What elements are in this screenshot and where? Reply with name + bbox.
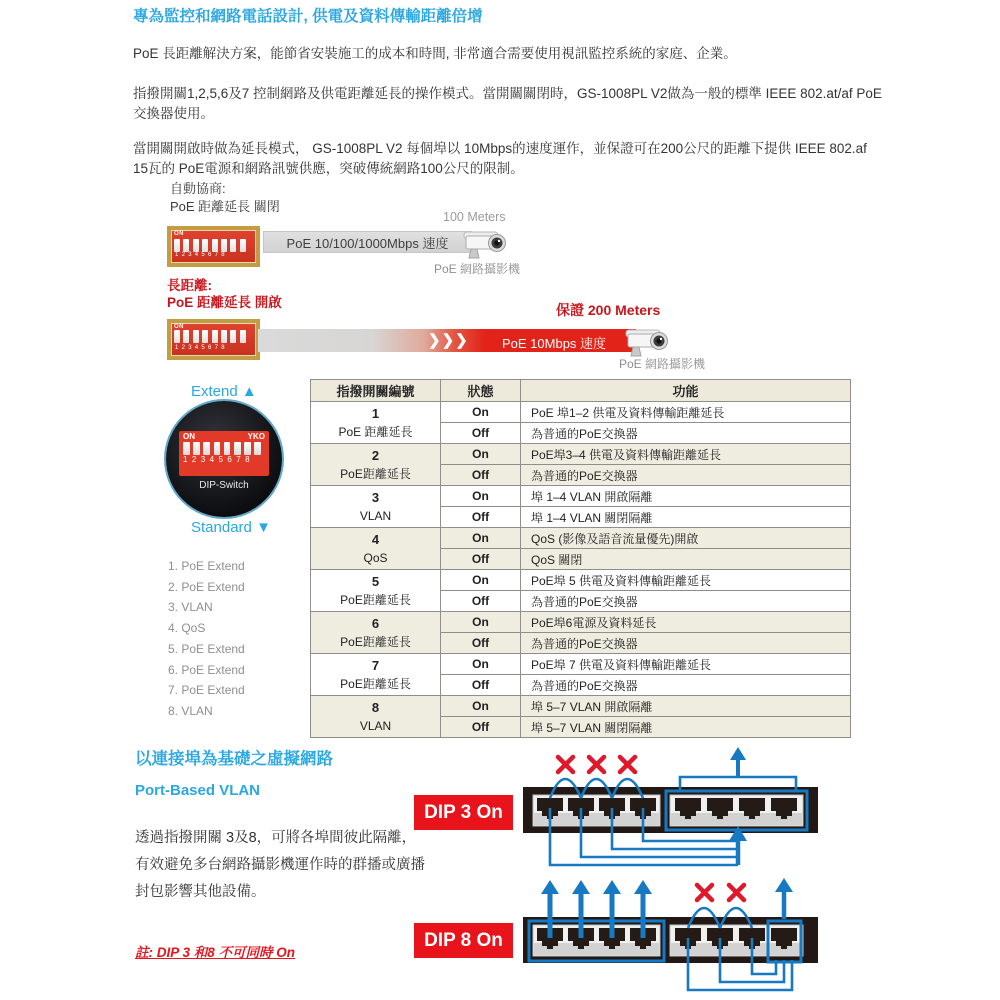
extend-label [191, 383, 257, 400]
dip-toggle [221, 330, 227, 343]
function-on: PoE埠 7 供電及資料傳輸距離延長 [521, 654, 851, 675]
state-on: On [441, 696, 521, 717]
state-on: On [441, 402, 521, 423]
switch-number: 4 [371, 531, 380, 547]
standard-label [191, 519, 271, 536]
page-title: 專為監控和網路電話設計, 供電及資料傳輸距離倍增 [133, 8, 483, 25]
dip-brand-marking: YKO [247, 432, 265, 441]
state-off: Off [441, 423, 521, 444]
switch-cell [311, 654, 441, 696]
switch-number: 1 [371, 405, 380, 421]
dip-toggle [214, 442, 221, 455]
switch-number: 3 [371, 489, 380, 505]
state-off: Off [441, 633, 521, 654]
function-on: PoE埠6電源及資料延長 [521, 612, 851, 633]
function-off: 埠 1–4 VLAN 關閉隔離 [521, 507, 851, 528]
col-header-function: 功能 [521, 380, 851, 402]
poe-extend-off-label: PoE 距離延長 關閉 [170, 199, 280, 214]
dip-toggle [221, 239, 227, 252]
dip-board [179, 431, 269, 476]
switch-cell [311, 696, 441, 738]
table-row [311, 570, 851, 591]
dip-numbers: 1 2 3 4 5 6 7 8 [183, 455, 251, 464]
speed-bar-text: PoE 10/100/1000Mbps 速度 [286, 235, 449, 251]
dip-switch-photo [166, 401, 282, 517]
dip-toggle [183, 330, 189, 343]
legend-item: 1. PoE Extend [168, 559, 245, 573]
table-row [311, 612, 851, 633]
legend-item: 3. VLAN [168, 600, 213, 615]
col-header-switch: 指撥開關編號 [311, 380, 441, 402]
state-off: Off [441, 591, 521, 612]
switch-number: 7 [371, 657, 380, 673]
dip-on-marking: ON [174, 324, 184, 330]
camera-caption: PoE 網路攝影機 [434, 262, 521, 276]
intro-paragraph-3: 當開關開啟時做為延長模式， GS-1008PL V2 每個埠以 10Mbps的速度運作，並保證可在200公尺的距離下提供 IEEE 802.af 15瓦的 PoE電源和網路訊號供應，突破傳統網路100公尺的限制。 [133, 141, 867, 176]
standard-text: Standard [191, 519, 252, 536]
legend-item: 6. PoE Extend [168, 662, 245, 677]
switch-cell [311, 612, 441, 654]
switch-cell [311, 402, 441, 444]
down-triangle-icon: ▼ [256, 519, 271, 536]
state-off: Off [441, 675, 521, 696]
dip-on-marking: ON [174, 231, 184, 237]
switch-number: 6 [371, 615, 380, 631]
intro-paragraph-2: 指撥開關1,2,5,6及7 控制網路及供電距離延長的操作模式。當開關關閉時，GS-1008PL V2做為一般的標準 IEEE 802.at/af PoE交換器使用。 [133, 86, 882, 121]
legend-item: 2. PoE Extend [168, 579, 245, 594]
state-on: On [441, 612, 521, 633]
switch-label: VLAN [359, 508, 392, 523]
blocked-x-icons [697, 885, 744, 900]
dip-toggle [254, 442, 261, 455]
dip-toggle [224, 442, 231, 455]
vlan-body-text: 透過指撥開關 3及8，可將各埠間彼此隔離，有效避免多台網路攝影機運作時的群播或廣播封包影響其他設備。 [135, 830, 425, 900]
dip-toggles [171, 330, 256, 345]
camera-caption: PoE 網路攝影機 [619, 357, 706, 371]
dip3-vlan-diagram [520, 744, 890, 879]
table-row [311, 486, 851, 507]
distance-label-100m: 100 Meters [443, 210, 506, 224]
switch-number: 5 [371, 573, 380, 589]
switch-label: PoE距離延長 [340, 634, 411, 649]
distance-label-200m: 保證 200 Meters [556, 302, 661, 318]
state-off: Off [441, 717, 521, 738]
dip-toggle [212, 330, 218, 343]
function-off: 為普通的PoE交換器 [521, 591, 851, 612]
intro-paragraph-1: PoE 長距離解決方案，能節省安裝施工的成本和時間, 非常適合需要使用視訊監控系統的家庭、企業。 [133, 46, 737, 61]
legend-item: 4. QoS [168, 621, 206, 636]
camera-icon [463, 226, 507, 262]
dip-toggle [193, 330, 199, 343]
dip-toggle [234, 442, 241, 455]
function-on: 埠 5–7 VLAN 開啟隔離 [521, 696, 851, 717]
speed-bar-standard [263, 231, 472, 253]
dip-toggle [244, 442, 251, 455]
legend-item: 7. PoE Extend [168, 683, 245, 698]
dip-toggle [193, 239, 199, 252]
speed-bar-extended [258, 329, 636, 352]
col-header-state: 狀態 [441, 380, 521, 402]
function-on: 埠 1–4 VLAN 開啟隔離 [521, 486, 851, 507]
table-row [311, 696, 851, 717]
vlan-heading-zh: 以連接埠為基礎之虛擬網路 [135, 750, 333, 768]
dip-switch-graphic-open [167, 319, 260, 360]
state-on: On [441, 444, 521, 465]
dip-toggle [240, 239, 246, 252]
dip-on-marking: ON [183, 432, 195, 441]
function-off: 為普通的PoE交換器 [521, 423, 851, 444]
dip8-on-badge: DIP 8 On [414, 923, 513, 958]
dip-toggle [183, 442, 190, 455]
switch-label: QoS [363, 550, 388, 565]
function-off: QoS 關閉 [521, 549, 851, 570]
dip-toggle [193, 442, 200, 455]
dip-numbers: 1 2 3 4 5 6 7 8 [175, 345, 226, 351]
vlan-note: 註: DIP 3 和8 不可同時 On [135, 945, 296, 960]
function-on: PoE埠 5 供電及資料傳輸距離延長 [521, 570, 851, 591]
uplink-arrow [775, 878, 793, 919]
dip-toggles [171, 237, 256, 252]
state-on: On [441, 570, 521, 591]
switch-cell [311, 486, 441, 528]
dip-toggle [202, 239, 208, 252]
dip-toggle [174, 239, 180, 252]
dip8-vlan-diagram [520, 876, 890, 998]
switch-label: PoE距離延長 [340, 466, 411, 481]
function-off: 為普通的PoE交換器 [521, 465, 851, 486]
switch-number: 2 [371, 447, 380, 463]
dip-numbers: 1 2 3 4 5 6 7 8 [175, 252, 226, 258]
dip-toggle [230, 239, 236, 252]
dip-toggle [240, 330, 246, 343]
long-distance-label: 長距離: [167, 278, 212, 293]
dip-toggle [230, 330, 236, 343]
speed-chevrons-icon: ❯❯❯ [428, 332, 469, 349]
dip-toggle [203, 442, 210, 455]
switch-cell [311, 444, 441, 486]
dip-toggles [183, 442, 265, 455]
switch-label: PoE 距離延長 [338, 424, 413, 439]
state-off: Off [441, 549, 521, 570]
switch-number: 8 [371, 699, 380, 715]
function-off: 為普通的PoE交換器 [521, 675, 851, 696]
switch-label: PoE距離延長 [340, 592, 411, 607]
table-row [311, 444, 851, 465]
function-off: 為普通的PoE交換器 [521, 633, 851, 654]
table-row [311, 528, 851, 549]
table-header-row [311, 380, 851, 402]
dip-function-table [310, 379, 851, 738]
dip3-on-badge: DIP 3 On [414, 795, 513, 830]
dip-legend [168, 556, 245, 722]
speed-bar-text: PoE 10Mbps 速度 [502, 336, 607, 351]
dip-toggle [212, 239, 218, 252]
dip-toggle [202, 330, 208, 343]
switch-cell [311, 570, 441, 612]
auto-negotiation-label: 自動協商: [170, 181, 226, 196]
function-on: PoE埠3–4 供電及資料傳輸距離延長 [521, 444, 851, 465]
state-on: On [441, 654, 521, 675]
table-row [311, 654, 851, 675]
function-off: 埠 5–7 VLAN 關閉隔離 [521, 717, 851, 738]
switch-label: PoE距離延長 [340, 676, 411, 691]
state-off: Off [441, 507, 521, 528]
function-on: PoE 埠1–2 供電及資料傳輸距離延長 [521, 402, 851, 423]
blocked-x-icons [558, 757, 635, 772]
state-off: Off [441, 465, 521, 486]
vlan-heading-en: Port-Based VLAN [135, 782, 261, 799]
dip-switch-caption: DIP-Switch [199, 480, 249, 491]
dip-toggle [183, 239, 189, 252]
poe-extend-on-label: PoE 距離延長 開啟 [167, 295, 282, 310]
dip-toggle [174, 330, 180, 343]
dip-switch-graphic-closed [167, 226, 260, 267]
switch-cell [311, 528, 441, 570]
up-triangle-icon: ▲ [241, 383, 257, 400]
extend-text: Extend [191, 383, 238, 400]
state-on: On [441, 528, 521, 549]
state-on: On [441, 486, 521, 507]
table-row [311, 402, 851, 423]
legend-item: 5. PoE Extend [168, 641, 245, 656]
switch-label: VLAN [359, 718, 392, 733]
legend-item: 8. VLAN [168, 703, 213, 718]
function-on: QoS (影像及語音流量優先)開啟 [521, 528, 851, 549]
uplink-arrow [730, 747, 746, 777]
